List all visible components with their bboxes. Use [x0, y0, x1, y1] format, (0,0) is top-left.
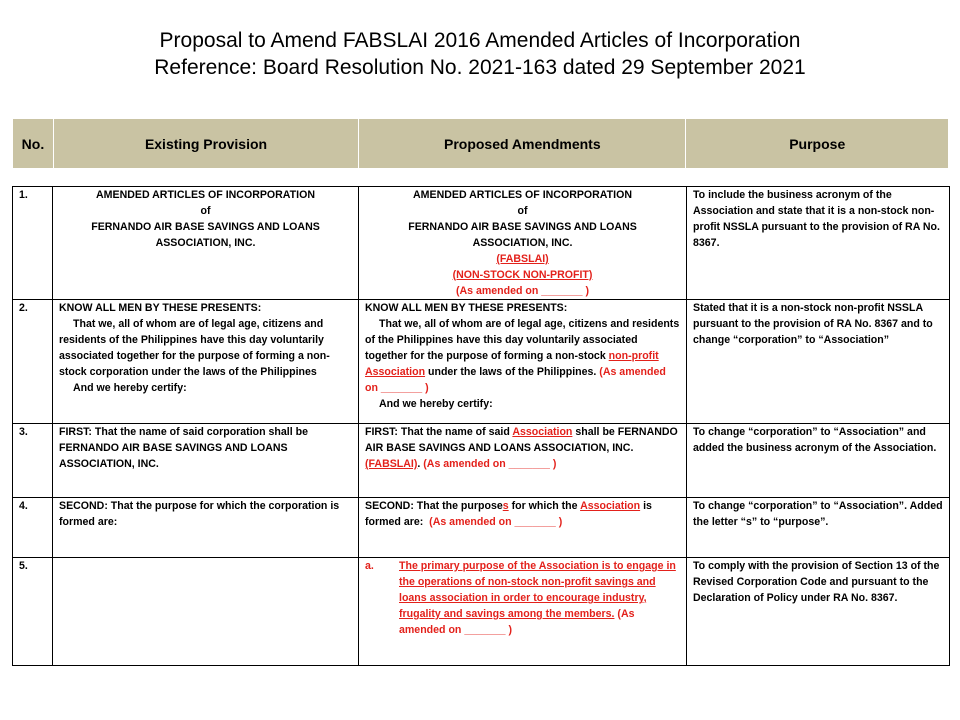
- amendment-date: (As amended on _______ ): [455, 285, 590, 297]
- text-line: KNOW ALL MEN BY THESE PRESENTS:: [365, 302, 568, 314]
- proposed-amendment: [359, 300, 687, 424]
- amendment-date: (As amended on _______ ): [429, 516, 563, 528]
- proposed-amendment: [359, 187, 687, 300]
- table-row: [13, 424, 950, 498]
- existing-provision: [53, 558, 359, 666]
- text-line: KNOW ALL MEN BY THESE PRESENTS:: [59, 302, 262, 314]
- text-line: AMENDED ARTICLES OF INCORPORATION: [413, 189, 632, 201]
- existing-provision: SECOND: That the purpose for which the corporation is formed are:: [53, 498, 359, 558]
- amendment-date: (As amended on _______ ): [365, 366, 666, 394]
- text-line: AMENDED ARTICLES OF INCORPORATION: [96, 189, 315, 201]
- proposed-amendment: [359, 558, 687, 666]
- list-label: a.: [365, 560, 374, 572]
- row-number: 3.: [13, 424, 53, 498]
- text-span: .: [417, 458, 421, 470]
- header-existing: Existing Provision: [53, 119, 358, 169]
- paragraph: [59, 380, 352, 396]
- amendment-text: (FABSLAI): [365, 458, 418, 470]
- title-line-2: Reference: Board Resolution No. 2021-163 dated 29 September 2021: [154, 56, 806, 79]
- header-purpose: Purpose: [686, 119, 949, 169]
- text-span: That we, all of whom are of legal age, citizens and residents of the Philippines have this day voluntarily associated together for the purpose of forming a non-stock: [365, 318, 680, 362]
- text-span: And we hereby certify:: [379, 398, 493, 410]
- existing-provision: [53, 300, 359, 424]
- text-line: FERNANDO AIR BASE SAVINGS AND LOANS: [91, 221, 320, 233]
- document-title: [0, 27, 960, 81]
- text-line: of: [200, 205, 211, 217]
- row-number: 2.: [13, 300, 53, 424]
- header-proposed: Proposed Amendments: [359, 119, 686, 169]
- text-line: ASSOCIATION, INC.: [472, 237, 573, 249]
- text-line: ASSOCIATION, INC.: [155, 237, 256, 249]
- amendment-date: (As amended on _______ ): [399, 608, 635, 636]
- paragraph: [365, 316, 680, 396]
- text-line: of: [517, 205, 528, 217]
- text-span: FIRST: That the name of said: [365, 426, 510, 438]
- amendment-text: Association: [512, 426, 573, 438]
- row-number: 4.: [13, 498, 53, 558]
- amendments-table: [12, 186, 950, 666]
- proposed-amendment: [359, 498, 687, 558]
- table-row: [13, 187, 950, 300]
- text-span: is formed are:: [365, 500, 652, 528]
- title-line-1: Proposal to Amend FABSLAI 2016 Amended Articles of Incorporation: [159, 29, 801, 52]
- text-span: And we hereby certify:: [73, 382, 187, 394]
- purpose: Stated that it is a non-stock non-profit NSSLA pursuant to the provision of RA No. 8367 and to change “corporation” to “Association”: [687, 300, 950, 424]
- amendment-text: (FABSLAI): [496, 253, 549, 265]
- amendment-text: The primary purpose of the Association is to engage in the operations of non-stock non-profit savings and loans association in order to encourage industry, frugality and savings among the members.: [399, 560, 676, 620]
- list-text: [399, 558, 680, 638]
- list-item: [365, 558, 680, 638]
- text-span: for which the: [511, 500, 578, 512]
- purpose: To include the business acronym of the Association and state that it is a non-stock non-profit NSSLA pursuant to the provision of RA No. 8367.: [687, 187, 950, 300]
- paragraph: [59, 316, 352, 380]
- row-number: 5.: [13, 558, 53, 666]
- amendment-date: (As amended on _______ ): [423, 458, 557, 470]
- text-span: That we, all of whom are of legal age, citizens and residents of the Philippines have this day voluntarily associated together for the purpose of forming a non-stock corporation under the laws of the Philippines: [59, 318, 330, 378]
- text-span: under the laws of the Philippines.: [428, 366, 597, 378]
- existing-provision: FIRST: That the name of said corporation shall be FERNANDO AIR BASE SAVINGS AND LOANS ASSOCIATION, INC.: [53, 424, 359, 498]
- proposed-amendment: [359, 424, 687, 498]
- row-number: 1.: [13, 187, 53, 300]
- text-span: shall be FERNANDO AIR BASE SAVINGS AND LOANS ASSOCIATION, INC.: [365, 426, 678, 454]
- amendment-text: (NON-STOCK NON-PROFIT): [452, 269, 593, 281]
- table-row: [13, 300, 950, 424]
- amendment-text: Association: [580, 500, 641, 512]
- text-line: FERNANDO AIR BASE SAVINGS AND LOANS: [408, 221, 637, 233]
- amendment-text: s: [502, 500, 509, 512]
- paragraph: [365, 396, 680, 412]
- header-no: No.: [13, 119, 54, 169]
- purpose: To change “corporation” to “Association”. Added the letter “s” to “purpose”.: [687, 498, 950, 558]
- text-span: SECOND: That the purpose: [365, 500, 503, 512]
- table-header: [12, 118, 949, 169]
- purpose: To change “corporation” to “Association” and added the business acronym of the Association.: [687, 424, 950, 498]
- table-row: [13, 558, 950, 666]
- amendment-text: non-profit Association: [365, 350, 659, 378]
- purpose: To comply with the provision of Section 13 of the Revised Corporation Code and pursuant to the Declaration of Policy under RA No. 8367.: [687, 558, 950, 666]
- table-row: [13, 498, 950, 558]
- existing-provision: [53, 187, 359, 300]
